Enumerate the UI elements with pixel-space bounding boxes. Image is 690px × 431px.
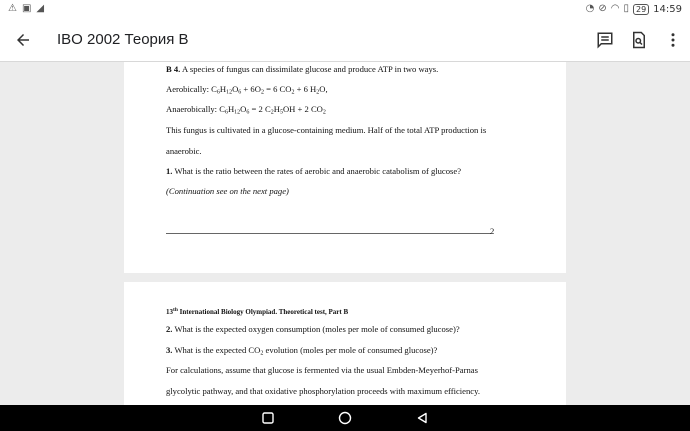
battery-icon: 29: [633, 4, 649, 15]
question-text: What is the ratio between the rates of aerobic and anaerobic catabolism of glucose?: [172, 166, 462, 176]
problem-heading: [166, 64, 438, 74]
comment-icon[interactable]: [588, 20, 622, 60]
back-icon[interactable]: [411, 407, 433, 429]
status-bar-left: [8, 4, 44, 14]
question-text: What is the expected CO: [172, 345, 261, 355]
question-number: 1.: [166, 166, 173, 176]
header-number: 13: [166, 308, 173, 316]
question-number: 3.: [166, 345, 173, 355]
page-header: [166, 307, 348, 316]
question-text-tail: evolution (moles per mole of consumed glucose)?: [263, 345, 438, 355]
problem-text: A species of fungus can dissimilate glucose and produce ATP in two ways.: [180, 64, 439, 74]
paragraph-line: This fungus is cultivated in a glucose-containing medium. Half of the total ATP production is: [166, 125, 487, 135]
anaerobic-label: Anaerobically:: [166, 104, 220, 114]
status-bar-right: [586, 4, 682, 15]
sim-icon: ▯: [623, 3, 629, 14]
document-viewport[interactable]: [0, 62, 690, 405]
navigation-bar: [0, 405, 690, 431]
aerobic-equation: Aerobically: $C_6H_{12}O_6 + 6O_2 = 6$ $CO_2 + 6$ $H_2O$,: [166, 84, 328, 96]
app-bar-actions: [588, 18, 690, 62]
page-footer-divider: [166, 233, 491, 234]
send-icon: ◢: [36, 3, 45, 14]
arrow-back-icon[interactable]: [3, 20, 43, 60]
question-1: [166, 166, 461, 176]
question-2: [166, 324, 460, 334]
page-number: 2: [490, 226, 495, 236]
continuation-note: (Continuation see on the next page): [166, 186, 289, 196]
paragraph-line: For calculations, assume that glucose is fermented via the usual Embden-Meyerhof-Parnas: [166, 365, 478, 375]
alert-icon: ⚠: [8, 3, 17, 14]
anaerobic-equation: Anaerobically: $C_6H_{12}O_6 = 2$ $C_2H_5OH + 2$ $CO_2$: [166, 104, 326, 116]
status-bar: [0, 0, 690, 18]
paragraph-line: anaerobic.: [166, 146, 202, 156]
document-page-3: [124, 282, 566, 405]
question-3: 3. What is the expected $CO_2$ evolution (moles per mole of consumed glucose)?: [166, 345, 438, 357]
search-document-icon[interactable]: [622, 20, 656, 60]
question-number: 2.: [166, 324, 173, 334]
recents-icon[interactable]: [257, 407, 279, 429]
document-title: IBO 2002 Теория В: [57, 31, 189, 48]
paragraph-line: glycolytic pathway, and that oxidative phosphorylation proceeds with maximum efficiency.: [166, 386, 480, 396]
question-text: What is the expected oxygen consumption (moles per mole of consumed glucose)?: [172, 324, 460, 334]
problem-label: B 4.: [166, 64, 181, 74]
wifi-icon: ◠: [610, 3, 620, 14]
mute-icon: ⊘: [598, 3, 607, 14]
alarm-icon: ◔: [585, 3, 595, 14]
document-page-2: [124, 62, 566, 273]
header-superscript: th: [173, 307, 178, 313]
more-vert-icon[interactable]: [656, 20, 690, 60]
image-icon: ▣: [21, 3, 32, 14]
aerobic-label: Aerobically:: [166, 84, 212, 94]
status-time: 14:59: [653, 3, 682, 15]
home-icon[interactable]: [334, 407, 356, 429]
header-text: International Biology Olympiad. Theoretical test, Part B: [179, 308, 349, 316]
app-bar: [0, 18, 690, 62]
